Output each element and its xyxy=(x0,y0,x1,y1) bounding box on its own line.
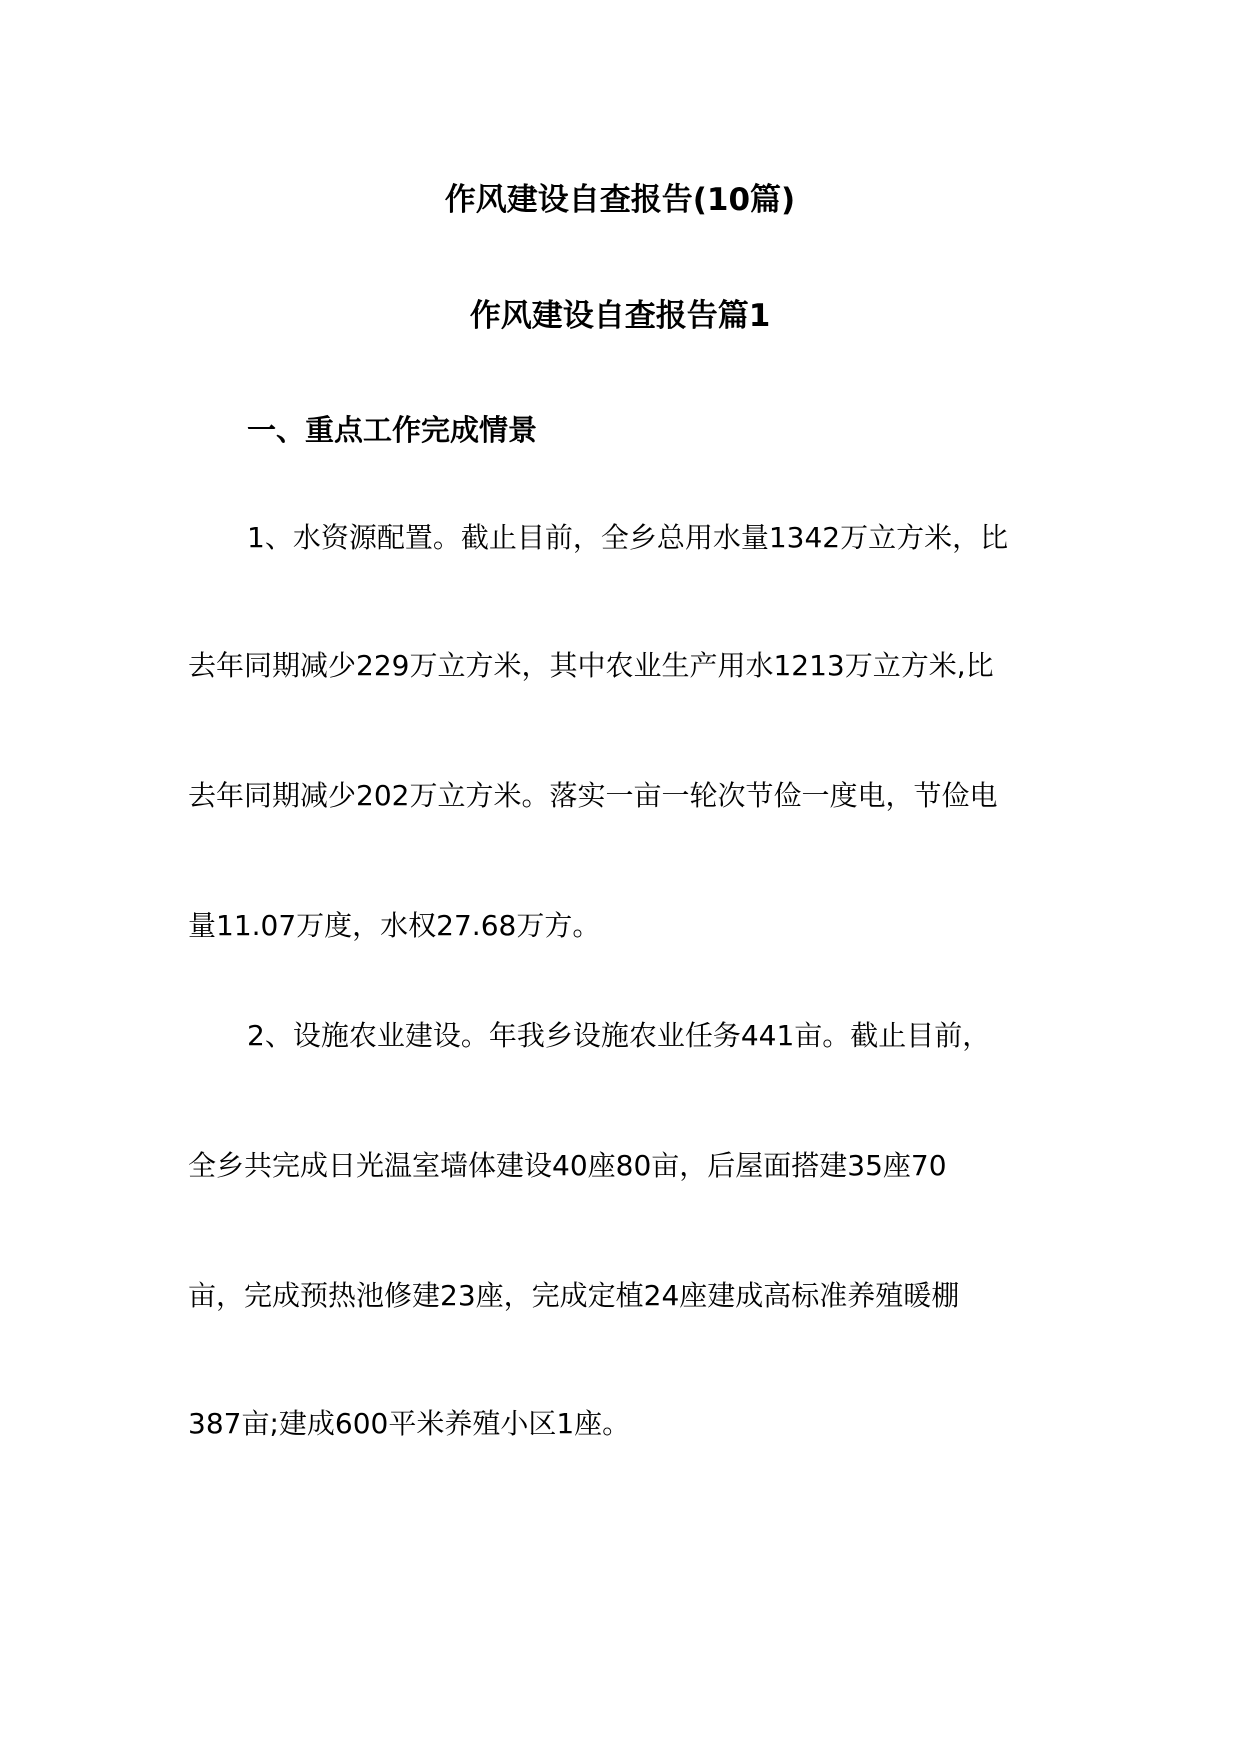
paragraph-2-line-2: 全乡共完成日光温室墙体建设40座80亩，后屋面搭建35座70 xyxy=(188,1149,947,1182)
paragraph-2-line-4: 387亩;建成600平米养殖小区1座。 xyxy=(188,1407,631,1440)
sub-title: 作风建设自查报告篇1 xyxy=(469,298,771,334)
paragraph-1-line-4: 量11.07万度，水权27.68万方。 xyxy=(188,909,601,942)
paragraph-2-line-3: 亩，完成预热池修建23座，完成定植24座建成高标准养殖暖棚 xyxy=(188,1279,960,1312)
section-heading: 一、重点工作完成情景 xyxy=(247,413,538,447)
paragraph-1-line-3: 去年同期减少202万立方米。落实一亩一轮次节俭一度电，节俭电 xyxy=(188,779,998,812)
paragraph-1-line-1: 1、水资源配置。截止目前，全乡总用水量1342万立方米，比 xyxy=(247,521,1009,554)
main-title: 作风建设自查报告(10篇) xyxy=(444,182,796,218)
paragraph-2-line-1: 2、设施农业建设。年我乡设施农业任务441亩。截止目前， xyxy=(247,1019,991,1052)
paragraph-1-line-2: 去年同期减少229万立方米，其中农业生产用水1213万立方米,比 xyxy=(188,649,994,682)
